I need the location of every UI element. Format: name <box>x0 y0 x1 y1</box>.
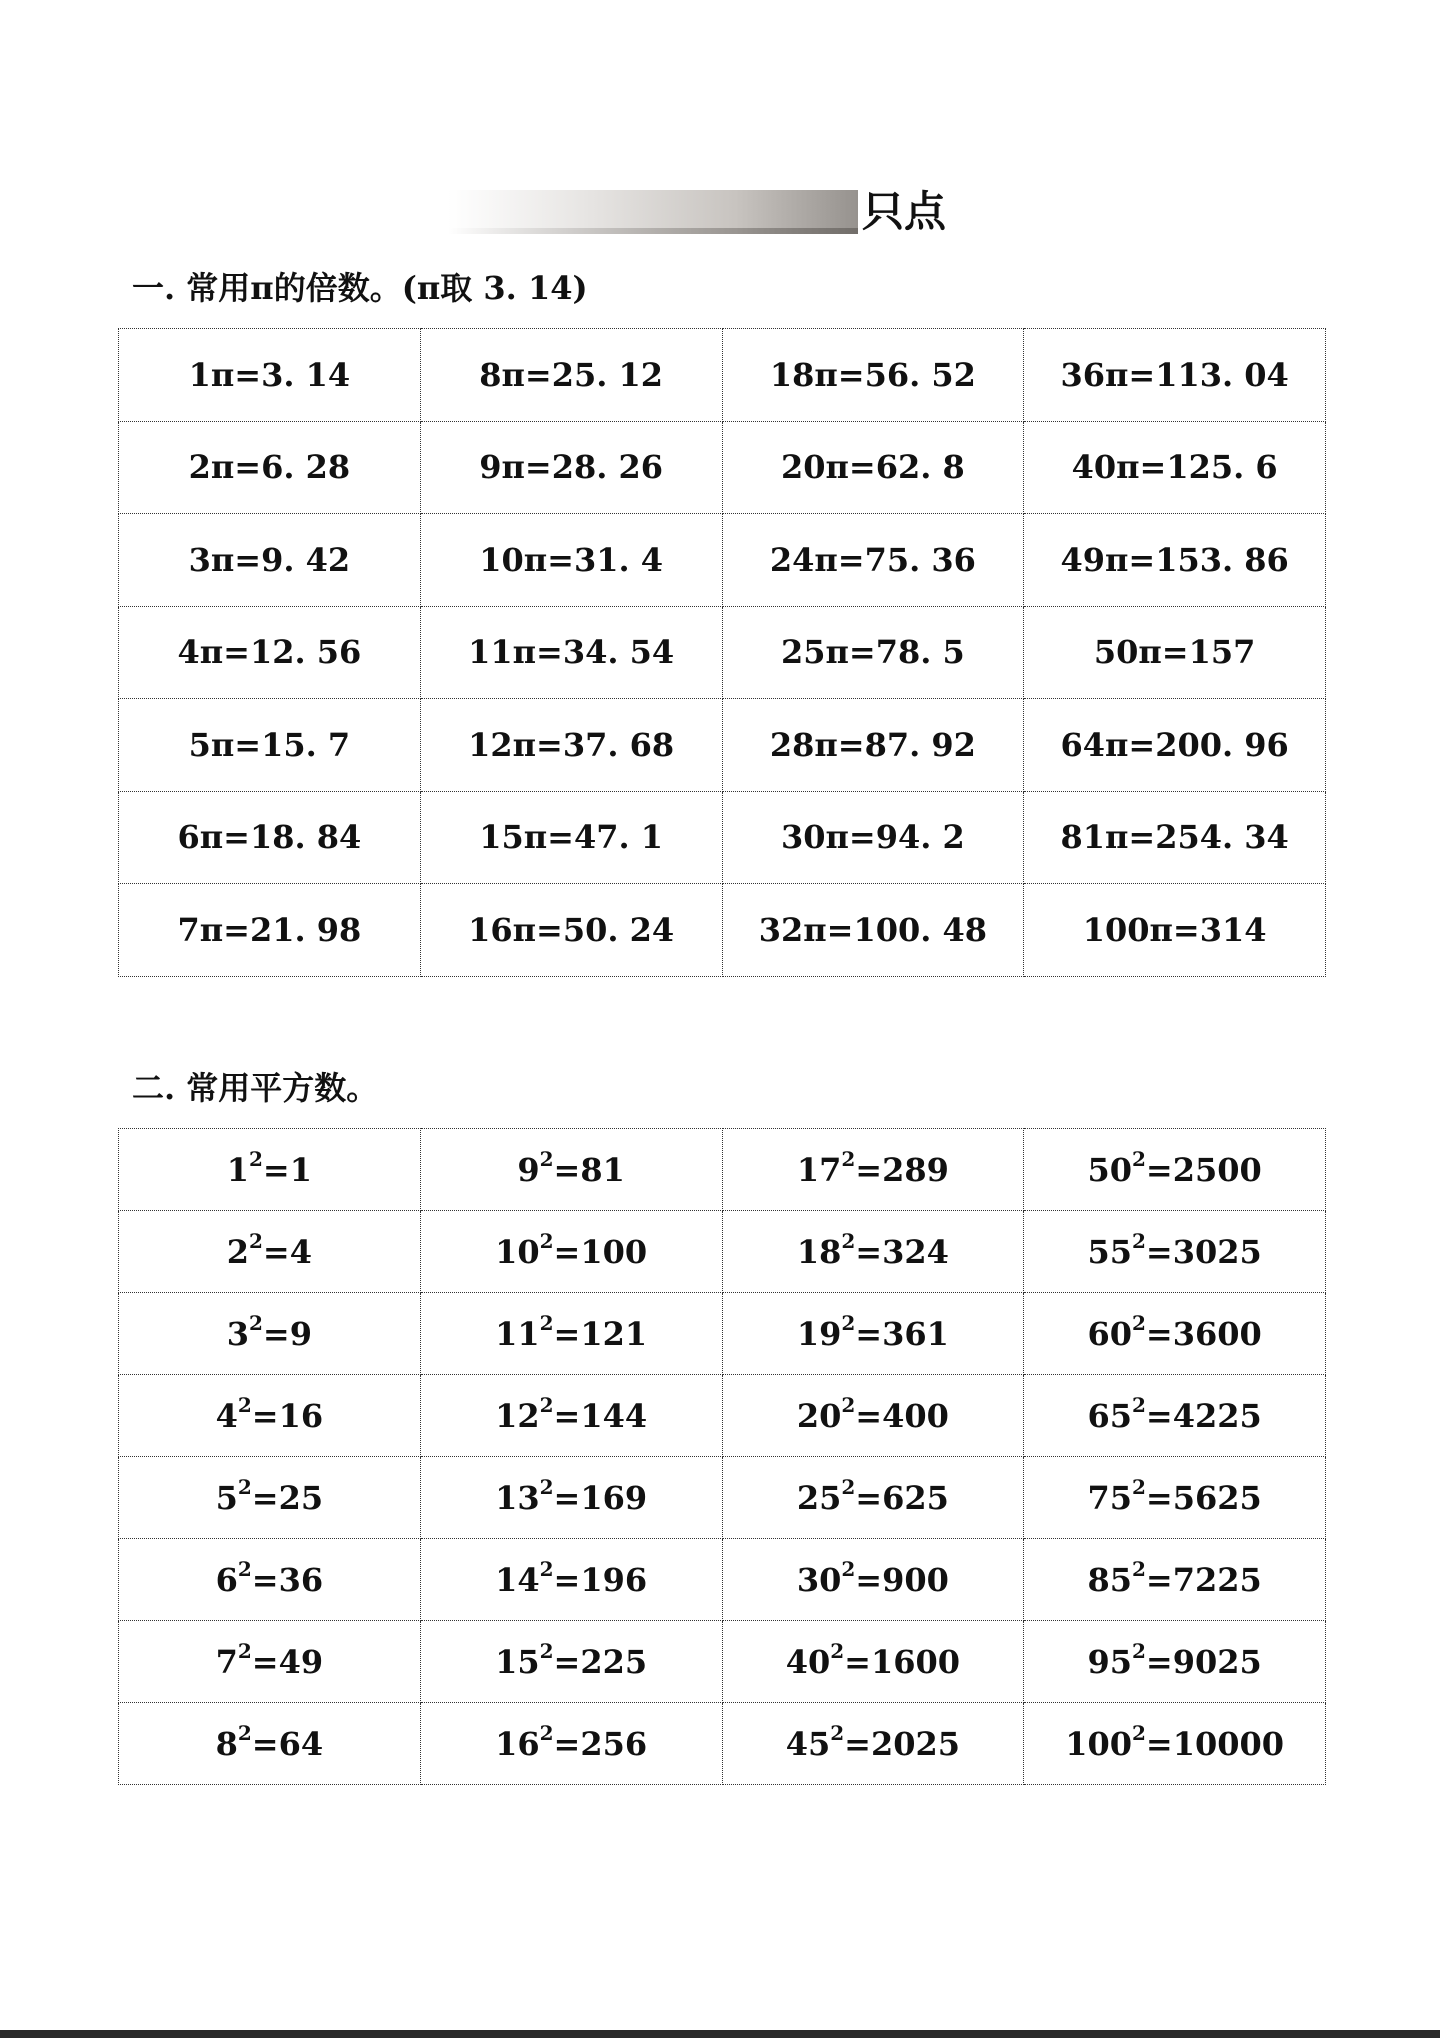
square-cell <box>420 1539 722 1621</box>
square-cell <box>420 1211 722 1293</box>
square-base: 8 <box>215 1724 238 1763</box>
square-cell <box>119 1457 421 1539</box>
square-result: =196 <box>553 1560 648 1599</box>
table-row <box>119 1211 1326 1293</box>
square-base: 2 <box>226 1232 249 1271</box>
square-cell <box>119 1621 421 1703</box>
square-exponent: 2 <box>1131 1720 1146 1745</box>
square-exponent: 2 <box>1131 1310 1146 1335</box>
square-cell <box>420 1457 722 1539</box>
square-result: =361 <box>855 1314 949 1353</box>
square-exponent: 2 <box>841 1228 856 1253</box>
pi-multiple-cell: 9π=28. 26 <box>420 421 722 514</box>
square-cell <box>420 1703 722 1785</box>
square-result: =9 <box>262 1314 312 1353</box>
square-base: 55 <box>1087 1232 1132 1271</box>
table-row <box>119 791 1326 884</box>
square-cell <box>119 1293 421 1375</box>
square-base: 15 <box>495 1642 540 1681</box>
square-cell <box>119 1129 421 1211</box>
square-base: 17 <box>796 1150 842 1189</box>
squares-table <box>118 1128 1326 1785</box>
square-exponent: 2 <box>249 1310 263 1335</box>
square-exponent: 2 <box>841 1392 856 1417</box>
table-row <box>119 1539 1326 1621</box>
square-cell <box>1024 1293 1326 1375</box>
square-result: =49 <box>251 1642 324 1681</box>
table-row <box>119 1293 1326 1375</box>
square-base: 5 <box>215 1478 238 1517</box>
square-base: 45 <box>785 1724 831 1763</box>
square-result: =81 <box>553 1150 625 1189</box>
square-result: =10000 <box>1145 1724 1285 1763</box>
pi-multiple-cell: 3π=9. 42 <box>119 514 421 607</box>
square-exponent: 2 <box>841 1474 856 1499</box>
square-base: 11 <box>495 1314 540 1353</box>
table-row <box>119 421 1326 514</box>
square-result: =625 <box>855 1478 949 1517</box>
square-exponent: 2 <box>841 1146 856 1171</box>
pi-multiple-cell: 20π=62. 8 <box>722 421 1024 514</box>
square-exponent: 2 <box>249 1228 263 1253</box>
table-row <box>119 884 1326 977</box>
pi-multiple-cell: 6π=18. 84 <box>119 791 421 884</box>
pi-multiple-cell: 30π=94. 2 <box>722 791 1024 884</box>
square-result: =169 <box>553 1478 648 1517</box>
square-cell <box>420 1293 722 1375</box>
square-result: =100 <box>553 1232 648 1271</box>
square-exponent: 2 <box>830 1638 845 1663</box>
square-cell <box>722 1621 1024 1703</box>
table-row <box>119 1621 1326 1703</box>
square-base: 18 <box>796 1232 842 1271</box>
square-exponent: 2 <box>539 1720 554 1745</box>
square-cell <box>1024 1129 1326 1211</box>
square-exponent: 2 <box>841 1310 856 1335</box>
pi-multiple-cell: 2π=6. 28 <box>119 421 421 514</box>
square-cell <box>722 1129 1024 1211</box>
bottom-divider <box>0 2030 1440 2038</box>
square-base: 60 <box>1087 1314 1132 1353</box>
square-cell <box>119 1211 421 1293</box>
square-exponent: 2 <box>539 1392 554 1417</box>
square-result: =3600 <box>1145 1314 1262 1353</box>
square-base: 4 <box>215 1396 238 1435</box>
table-row <box>119 514 1326 607</box>
square-exponent: 2 <box>237 1392 252 1417</box>
square-cell <box>722 1293 1024 1375</box>
pi-multiple-cell: 64π=200. 96 <box>1024 699 1326 792</box>
table-row <box>119 606 1326 699</box>
table-row <box>119 1457 1326 1539</box>
square-exponent: 2 <box>1131 1392 1146 1417</box>
pi-multiple-cell: 24π=75. 36 <box>722 514 1024 607</box>
square-base: 100 <box>1065 1724 1132 1763</box>
square-base: 10 <box>495 1232 540 1271</box>
square-cell <box>722 1375 1024 1457</box>
square-result: =3025 <box>1145 1232 1262 1271</box>
square-cell <box>1024 1211 1326 1293</box>
square-exponent: 2 <box>1131 1474 1146 1499</box>
square-cell <box>1024 1539 1326 1621</box>
square-cell <box>722 1539 1024 1621</box>
square-base: 85 <box>1087 1560 1132 1599</box>
pi-multiple-cell: 12π=37. 68 <box>420 699 722 792</box>
section-heading-squares: 二. 常用平方数。 <box>132 1069 379 1107</box>
square-exponent: 2 <box>539 1556 554 1581</box>
pi-multiple-cell: 4π=12. 56 <box>119 606 421 699</box>
pi-multiple-cell: 10π=31. 4 <box>420 514 722 607</box>
square-base: 20 <box>796 1396 842 1435</box>
square-result: =64 <box>251 1724 324 1763</box>
pi-multiple-cell: 28π=87. 92 <box>722 699 1024 792</box>
square-exponent: 2 <box>1131 1146 1146 1171</box>
square-base: 95 <box>1087 1642 1132 1681</box>
page-title: 只点 <box>862 187 947 236</box>
square-cell <box>119 1375 421 1457</box>
square-cell <box>1024 1457 1326 1539</box>
square-result: =9025 <box>1145 1642 1262 1681</box>
square-exponent: 2 <box>841 1556 856 1581</box>
pi-multiple-cell: 25π=78. 5 <box>722 606 1024 699</box>
square-cell <box>119 1539 421 1621</box>
square-base: 19 <box>796 1314 842 1353</box>
square-cell <box>420 1129 722 1211</box>
square-exponent: 2 <box>237 1474 252 1499</box>
square-exponent: 2 <box>249 1146 263 1171</box>
square-exponent: 2 <box>237 1638 252 1663</box>
pi-multiple-cell: 100π=314 <box>1024 884 1326 977</box>
square-cell <box>1024 1621 1326 1703</box>
square-exponent: 2 <box>1131 1638 1146 1663</box>
square-result: =400 <box>855 1396 949 1435</box>
square-result: =25 <box>251 1478 324 1517</box>
pi-multiple-cell: 18π=56. 52 <box>722 329 1024 422</box>
square-base: 12 <box>495 1396 540 1435</box>
square-base: 6 <box>215 1560 238 1599</box>
square-base: 30 <box>796 1560 842 1599</box>
square-result: =324 <box>855 1232 949 1271</box>
pi-multiple-cell: 49π=153. 86 <box>1024 514 1326 607</box>
square-exponent: 2 <box>539 1146 554 1171</box>
square-base: 9 <box>517 1150 540 1189</box>
square-result: =36 <box>251 1560 324 1599</box>
pi-multiple-cell: 36π=113. 04 <box>1024 329 1326 422</box>
pi-multiple-cell: 15π=47. 1 <box>420 791 722 884</box>
square-exponent: 2 <box>539 1638 554 1663</box>
square-cell <box>119 1703 421 1785</box>
square-result: =4 <box>262 1232 312 1271</box>
square-exponent: 2 <box>1131 1556 1146 1581</box>
square-result: =1600 <box>844 1642 961 1681</box>
square-result: =1 <box>262 1150 312 1189</box>
square-exponent: 2 <box>237 1556 252 1581</box>
square-base: 1 <box>226 1150 249 1189</box>
square-cell <box>722 1211 1024 1293</box>
square-base: 25 <box>796 1478 842 1517</box>
table-row <box>119 1375 1326 1457</box>
square-result: =7225 <box>1145 1560 1262 1599</box>
pi-multiple-cell: 8π=25. 12 <box>420 329 722 422</box>
table-row <box>119 1129 1326 1211</box>
section-heading-pi-multiples: 一. 常用π的倍数。(π取 3. 14) <box>132 269 588 307</box>
square-result: =4225 <box>1145 1396 1262 1435</box>
square-result: =900 <box>855 1560 949 1599</box>
square-base: 7 <box>215 1642 238 1681</box>
table-row <box>119 1703 1326 1785</box>
square-cell <box>722 1457 1024 1539</box>
pi-multiple-cell: 7π=21. 98 <box>119 884 421 977</box>
pi-multiple-cell: 32π=100. 48 <box>722 884 1024 977</box>
square-result: =2500 <box>1145 1150 1262 1189</box>
square-result: =121 <box>553 1314 648 1353</box>
square-base: 3 <box>226 1314 249 1353</box>
square-base: 65 <box>1087 1396 1132 1435</box>
square-cell <box>420 1375 722 1457</box>
pi-multiple-cell: 16π=50. 24 <box>420 884 722 977</box>
square-result: =144 <box>553 1396 648 1435</box>
square-base: 16 <box>495 1724 540 1763</box>
square-cell <box>420 1621 722 1703</box>
pi-multiple-cell: 81π=254. 34 <box>1024 791 1326 884</box>
square-exponent: 2 <box>539 1310 554 1335</box>
pi-multiple-cell: 5π=15. 7 <box>119 699 421 792</box>
square-exponent: 2 <box>539 1474 554 1499</box>
square-exponent: 2 <box>539 1228 554 1253</box>
square-cell <box>1024 1703 1326 1785</box>
header-decoration-bar <box>448 190 858 234</box>
square-cell <box>722 1703 1024 1785</box>
square-exponent: 2 <box>1131 1228 1146 1253</box>
square-base: 14 <box>495 1560 540 1599</box>
pi-multiple-cell: 1π=3. 14 <box>119 329 421 422</box>
square-base: 75 <box>1087 1478 1132 1517</box>
square-base: 50 <box>1087 1150 1132 1189</box>
square-cell <box>1024 1375 1326 1457</box>
pi-multiple-cell: 40π=125. 6 <box>1024 421 1326 514</box>
square-result: =289 <box>855 1150 949 1189</box>
square-result: =225 <box>553 1642 648 1681</box>
square-result: =5625 <box>1145 1478 1262 1517</box>
pi-multiple-cell: 50π=157 <box>1024 606 1326 699</box>
square-result: =2025 <box>844 1724 961 1763</box>
pi-multiples-table <box>118 328 1326 977</box>
square-exponent: 2 <box>830 1720 845 1745</box>
table-row <box>119 699 1326 792</box>
pi-multiple-cell: 11π=34. 54 <box>420 606 722 699</box>
square-base: 13 <box>495 1478 540 1517</box>
square-base: 40 <box>785 1642 831 1681</box>
square-result: =16 <box>251 1396 324 1435</box>
table-row <box>119 329 1326 422</box>
square-result: =256 <box>553 1724 648 1763</box>
square-exponent: 2 <box>237 1720 252 1745</box>
